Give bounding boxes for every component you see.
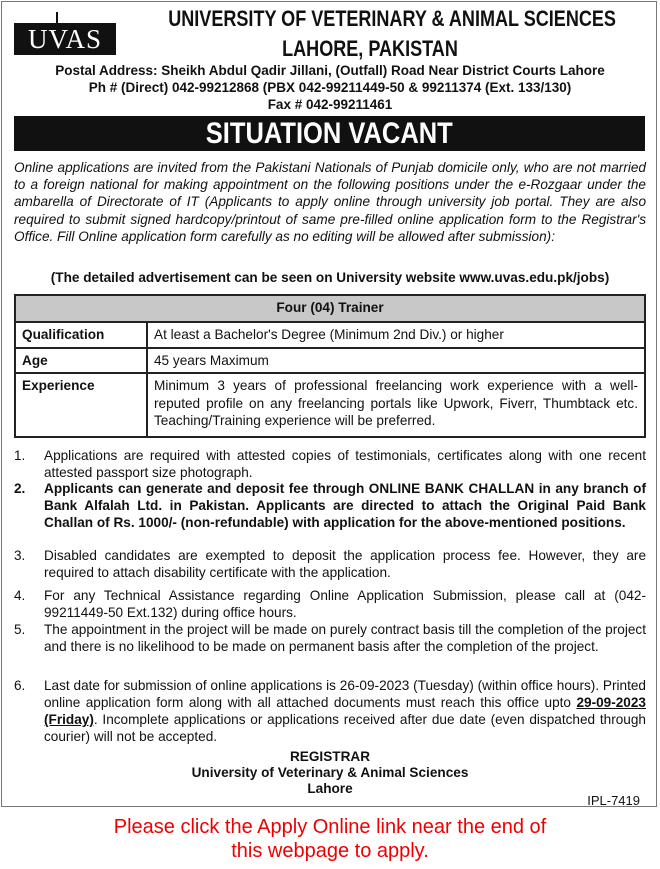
postal-address: Postal Address: Sheikh Abdul Qadir Jillani, (Outfall) Road Near District Courts Lahore	[55, 63, 605, 78]
item-text: The appointment in the project will be made on purely contract basis till the completion of the project and there is no likelihood to be made on permanent basis after the completion of the project.	[44, 622, 646, 654]
table-row	[15, 348, 645, 374]
reference-code: IPL-7419	[587, 793, 640, 808]
fax-number: Fax # 042-99211461	[267, 97, 393, 112]
row-value: 45 years Maximum	[147, 348, 645, 374]
row-value: Minimum 3 years of professional freelancing work experience with a well-reputed profile on any freelancing portals like Upwork, Fiverr, Thumbtack etc. Teaching/Training experience will be preferred.	[147, 373, 645, 437]
university-location: LAHORE, PAKISTAN	[282, 36, 458, 61]
detail-note: (The detailed advertisement can be seen on University website www.uvas.edu.pk/jobs)	[50, 270, 610, 285]
row-label: Qualification	[15, 322, 147, 348]
position-title: Four (04) Trainer	[15, 295, 645, 322]
apply-notice-line1: Please click the Apply Online link near the end of	[113, 816, 547, 838]
row-label: Experience	[15, 373, 147, 437]
signatory-title: REGISTRAR	[289, 749, 371, 764]
row-value: At least a Bachelor's Degree (Minimum 2nd Div.) or higher	[147, 322, 645, 348]
table-row	[15, 373, 645, 437]
university-title: UNIVERSITY OF VETERINARY & ANIMAL SCIENCES	[168, 6, 616, 31]
apply-notice-line2: this webpage to apply.	[231, 840, 429, 862]
item-number: 5.	[14, 622, 26, 637]
item-number: 2.	[14, 481, 26, 496]
item-number: 3.	[14, 548, 26, 563]
item-text	[44, 677, 646, 745]
item-text: Applications are required with attested copies of testimonials, certificates along with one recent attested passport size photograph.	[44, 448, 646, 480]
signatory-org: University of Veterinary & Animal Sciences	[191, 765, 469, 780]
item-number: 4.	[14, 588, 26, 603]
list-item	[14, 677, 646, 745]
situation-vacant-banner	[14, 116, 645, 151]
row-label: Age	[15, 348, 147, 374]
table-row	[15, 322, 645, 348]
deadline-date: 29-09-2023 (Friday)	[44, 695, 646, 727]
position-table	[14, 294, 646, 438]
item-text-part: . Incomplete applications or applications received after due date (even dispatched through courier) will not be accepted.	[44, 712, 646, 744]
item-text: For any Technical Assistance regarding Online Application Submission, please call at (042-99211449-50 Ext.132) during office hours.	[44, 588, 646, 620]
item-text: Disabled candidates are exempted to deposit the application process fee. However, they are required to attach disability certificate with the application.	[44, 548, 646, 580]
list-item	[14, 587, 646, 621]
banner-text: SITUATION VACANT	[206, 117, 453, 150]
item-number: 6.	[14, 678, 26, 693]
item-text-part: Last date for submission of online applications is 26-09-2023 (Tuesday) (within office hours). Printed online application form along with all attached documents must reach this office upto	[44, 678, 646, 710]
list-item	[14, 447, 646, 481]
list-item	[14, 480, 646, 531]
uvas-logo: UVAS	[14, 23, 116, 55]
signature-block	[0, 749, 660, 797]
apply-notice	[0, 815, 660, 863]
item-number: 1.	[14, 448, 26, 463]
intro-paragraph: Online applications are invited from the Pakistani Nationals of Punjab domicile only, who are not married to a foreign national for making appointment on the following positions under the e-Rozgaar under the ambarella of Directorate of IT (Applicants to apply online through university job portal. They are also required to submit signed hardcopy/printout of same pre-filled online application form to the Registrar's Office. Fill Online application form carefully as no editing will be allowed after submission):	[14, 160, 646, 244]
signatory-city: Lahore	[307, 781, 353, 796]
list-item	[14, 547, 646, 581]
item-text: Applicants can generate and deposit fee through ONLINE BANK CHALLAN in any branch of Bank Alfalah Ltd. in Pakistan. Applicants are directed to attach the Original Paid Bank Challan of Rs. 1000/- (non-refundable) with application for the above-mentioned positions.	[44, 481, 646, 530]
list-item	[14, 621, 646, 655]
phone-numbers: Ph # (Direct) 042-99212868 (PBX 042-99211449-50 & 99211374 (Ext. 133/130)	[88, 80, 572, 95]
